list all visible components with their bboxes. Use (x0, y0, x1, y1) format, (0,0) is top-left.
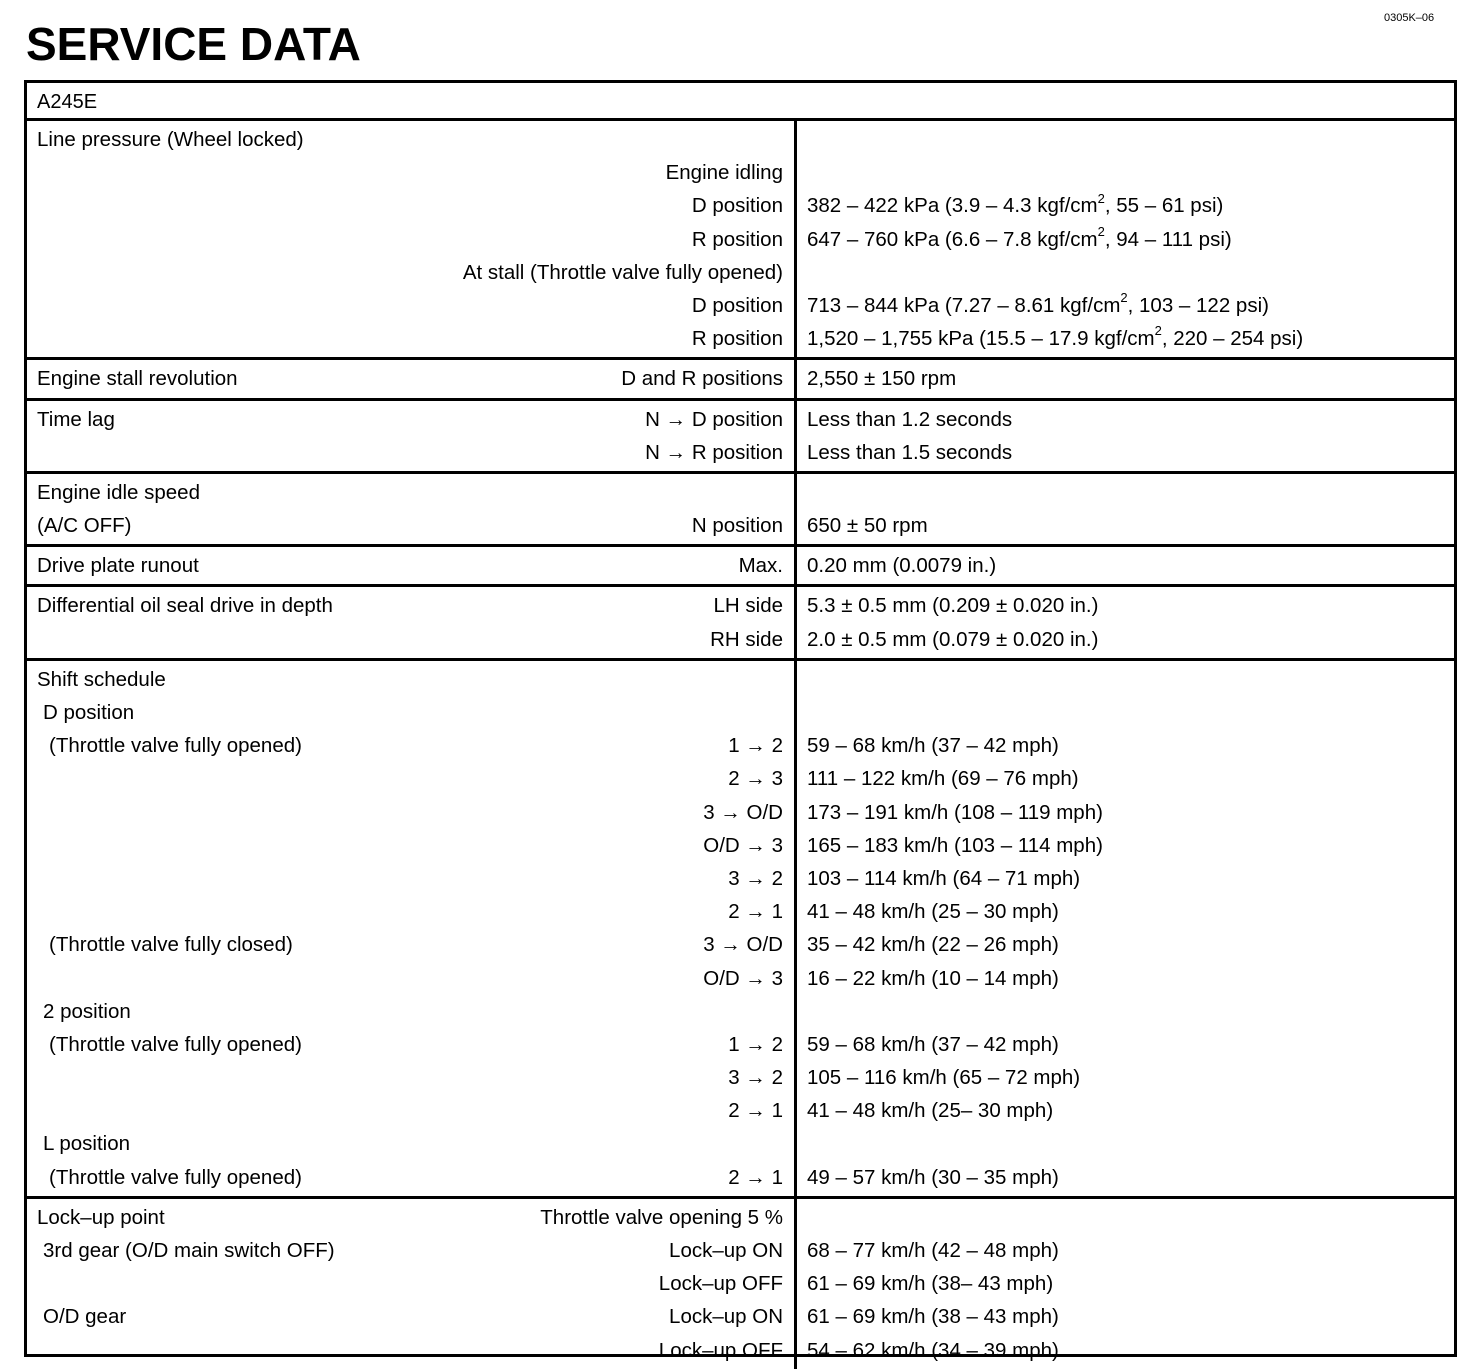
table-row (27, 289, 794, 322)
item-condition (783, 1127, 794, 1160)
value-column (797, 1199, 1454, 1369)
table-row (27, 362, 794, 395)
item-label (27, 796, 37, 829)
table-row (27, 1127, 794, 1160)
table-row (27, 895, 794, 928)
item-column (27, 1199, 797, 1369)
item-label: Drive plate runout (37, 554, 199, 578)
table-row (27, 862, 794, 895)
spec-value (797, 156, 1454, 189)
spec-value: 59 – 68 km/h (37 – 42 mph) (807, 734, 1059, 758)
table-section (27, 121, 1454, 360)
spec-value: 0.20 mm (0.0079 in.) (807, 554, 997, 578)
table-section (27, 547, 1454, 587)
item-label: 2 position (43, 999, 131, 1023)
table-row (27, 729, 794, 762)
spec-value: Less than 1.5 seconds (807, 440, 1013, 464)
table-section (27, 401, 1454, 474)
item-condition (783, 123, 794, 156)
spec-value: 54 – 62 km/h (34 – 39 mph) (807, 1338, 1059, 1362)
item-condition: O/D → 3 (703, 966, 783, 990)
spec-value (797, 696, 1454, 729)
item-label: (A/C OFF) (37, 514, 132, 538)
item-label: D position (43, 701, 135, 724)
item-condition: LH side (713, 594, 783, 618)
spec-value: 165 – 183 km/h (103 – 114 mph) (807, 833, 1103, 857)
spec-value (797, 663, 1454, 696)
item-condition: R position (691, 327, 783, 351)
item-condition: Lock–up ON (669, 1305, 783, 1329)
value-column (797, 587, 1454, 657)
item-condition (783, 663, 794, 696)
table-row (27, 403, 794, 436)
item-label: Lock–up point (37, 1205, 165, 1229)
item-label (27, 189, 37, 222)
table-row (27, 1267, 794, 1300)
spec-value (797, 123, 1454, 156)
table-row (27, 123, 794, 156)
value-column (797, 360, 1454, 397)
spec-value: 2,550 ± 150 rpm (807, 367, 957, 391)
item-condition: Max. (738, 554, 783, 578)
document-code: 0305K–06 (1384, 12, 1435, 24)
item-condition: Lock–up OFF (658, 1272, 783, 1296)
item-condition (783, 995, 794, 1028)
table-row (27, 1201, 794, 1234)
item-condition: 2 → 1 (728, 1165, 783, 1189)
table-row (27, 995, 794, 1028)
item-condition: 3 → O/D (703, 800, 783, 824)
item-condition: N → D position (645, 407, 783, 431)
spec-value: 61 – 69 km/h (38– 43 mph) (807, 1272, 1054, 1296)
item-label (27, 895, 37, 928)
table-row (27, 663, 794, 696)
item-label (27, 289, 37, 322)
spec-value: 41 – 48 km/h (25– 30 mph) (807, 1099, 1054, 1123)
table-row (27, 1094, 794, 1127)
item-label (27, 1334, 37, 1367)
table-row (27, 962, 794, 995)
spec-value: 35 – 42 km/h (22 – 26 mph) (807, 933, 1059, 957)
table-section (27, 587, 1454, 660)
item-condition: 2 → 3 (728, 767, 783, 791)
spec-value: 2.0 ± 0.5 mm (0.079 ± 0.020 in.) (807, 627, 1099, 651)
value-column (797, 401, 1454, 471)
item-label: L position (43, 1132, 130, 1156)
item-condition: Throttle valve opening 5 % (540, 1205, 783, 1229)
spec-value: 1,520 – 1,755 kPa (15.5 – 17.9 kgf/$cm^2$, 220 – 254 psi) (807, 323, 1304, 351)
item-condition: R position (691, 227, 783, 251)
table-row (27, 1300, 794, 1333)
item-label: (Throttle valve fully opened) (49, 1032, 302, 1056)
value-column (797, 547, 1454, 584)
table-row (27, 476, 794, 509)
table-section (27, 661, 1454, 1199)
item-label (27, 862, 37, 895)
spec-value: 111 – 122 km/h (69 – 76 mph) (807, 767, 1079, 791)
item-label: (Throttle valve fully opened) (49, 1165, 302, 1189)
item-condition: 3 → 2 (728, 866, 783, 890)
model-header: A245E (27, 83, 1454, 121)
value-column (797, 661, 1454, 1196)
item-label (27, 436, 37, 469)
item-condition (783, 476, 794, 509)
spec-value: 49 – 57 km/h (30 – 35 mph) (807, 1165, 1059, 1189)
spec-value: 59 – 68 km/h (37 – 42 mph) (807, 1032, 1059, 1056)
table-row (27, 762, 794, 795)
table-row (27, 549, 794, 582)
table-row (27, 223, 794, 256)
item-label (27, 322, 37, 355)
table-body (27, 121, 1454, 1369)
item-label (27, 1267, 37, 1300)
item-column (27, 474, 797, 544)
item-condition: 1 → 2 (728, 1032, 783, 1056)
table-row (27, 509, 794, 542)
item-label (27, 1094, 37, 1127)
spec-value (797, 256, 1454, 289)
table-row (27, 156, 794, 189)
spec-value (797, 1201, 1454, 1234)
item-condition: D position (691, 194, 783, 218)
table-row (27, 796, 794, 829)
item-label (27, 156, 37, 189)
table-row (27, 1161, 794, 1194)
value-column (797, 121, 1454, 357)
item-condition: Lock–up ON (669, 1239, 783, 1262)
spec-value: 647 – 760 kPa (6.6 – 7.8 kgf/$cm^2$, 94 – 111 psi) (807, 223, 1232, 251)
page-title: SERVICE DATA (26, 18, 361, 70)
item-condition: Lock–up OFF (658, 1338, 783, 1362)
item-column (27, 587, 797, 657)
spec-value (797, 476, 1454, 509)
item-condition: N → R position (645, 440, 783, 464)
table-row (27, 189, 794, 222)
spec-value: 5.3 ± 0.5 mm (0.209 ± 0.020 in.) (807, 594, 1099, 618)
table-section (27, 1199, 1454, 1369)
item-label: Shift schedule (37, 667, 166, 691)
item-condition: N position (691, 514, 783, 538)
spec-value: 650 ± 50 rpm (807, 514, 928, 538)
table-section (27, 360, 1454, 400)
item-label: 3rd gear (O/D main switch OFF) (43, 1239, 335, 1262)
item-condition: 3 → O/D (703, 933, 783, 957)
item-condition: D position (691, 293, 783, 317)
item-label: (Throttle valve fully opened) (49, 734, 302, 758)
table-row (27, 696, 794, 729)
item-column (27, 401, 797, 471)
item-label (27, 1061, 37, 1094)
table-row (27, 623, 794, 656)
spec-value: 68 – 77 km/h (42 – 48 mph) (807, 1239, 1059, 1262)
item-condition: RH side (710, 627, 783, 651)
item-condition (783, 696, 794, 729)
item-label (27, 256, 37, 289)
item-label: Engine stall revolution (37, 367, 238, 391)
item-label: Engine idle speed (37, 480, 200, 504)
spec-value (797, 995, 1454, 1028)
item-condition: D and R positions (621, 367, 783, 391)
spec-value: 41 – 48 km/h (25 – 30 mph) (807, 900, 1059, 924)
spec-value: 382 – 422 kPa (3.9 – 4.3 kgf/$cm^2$, 55 – 61 psi) (807, 190, 1224, 218)
spec-value: 713 – 844 kPa (7.27 – 8.61 kgf/$cm^2$, 103 – 122 psi) (807, 290, 1269, 317)
item-label: Line pressure (Wheel locked) (37, 128, 304, 151)
item-label (27, 762, 37, 795)
spec-value: 61 – 69 km/h (38 – 43 mph) (807, 1305, 1059, 1329)
table-row (27, 829, 794, 862)
item-label: O/D gear (43, 1305, 127, 1329)
table-row (27, 436, 794, 469)
item-column (27, 661, 797, 1196)
value-column (797, 474, 1454, 544)
item-condition: 2 → 1 (728, 900, 783, 924)
table-row (27, 928, 794, 961)
spec-value: Less than 1.2 seconds (807, 407, 1013, 431)
spec-value: 105 – 116 km/h (65 – 72 mph) (807, 1066, 1081, 1090)
service-data-table (24, 80, 1457, 1362)
table-section (27, 474, 1454, 547)
item-condition: Engine idling (665, 161, 783, 185)
item-condition: 1 → 2 (728, 734, 783, 758)
item-column (27, 360, 797, 397)
spec-value: 173 – 191 km/h (108 – 119 mph) (807, 800, 1103, 824)
item-label (27, 962, 37, 995)
item-condition: 2 → 1 (728, 1099, 783, 1123)
item-condition: 3 → 2 (728, 1066, 783, 1090)
item-column (27, 547, 797, 584)
item-condition: O/D → 3 (703, 833, 783, 857)
item-label: Differential oil seal drive in depth (37, 594, 333, 618)
item-condition: At stall (Throttle valve fully opened) (462, 260, 783, 284)
table-row (27, 1061, 794, 1094)
spec-value: 103 – 114 km/h (64 – 71 mph) (807, 866, 1081, 890)
item-label (27, 223, 37, 256)
spec-value: 16 – 22 km/h (10 – 14 mph) (807, 966, 1059, 990)
table-row (27, 322, 794, 355)
table-row (27, 1234, 794, 1267)
item-column (27, 121, 797, 357)
spec-value (797, 1127, 1454, 1160)
table-row (27, 256, 794, 289)
item-label (27, 623, 37, 656)
item-label (27, 829, 37, 862)
table-row (27, 589, 794, 622)
item-label: Time lag (37, 407, 115, 431)
table-row (27, 1334, 794, 1367)
table-row (27, 1028, 794, 1061)
item-label: (Throttle valve fully closed) (49, 933, 293, 957)
